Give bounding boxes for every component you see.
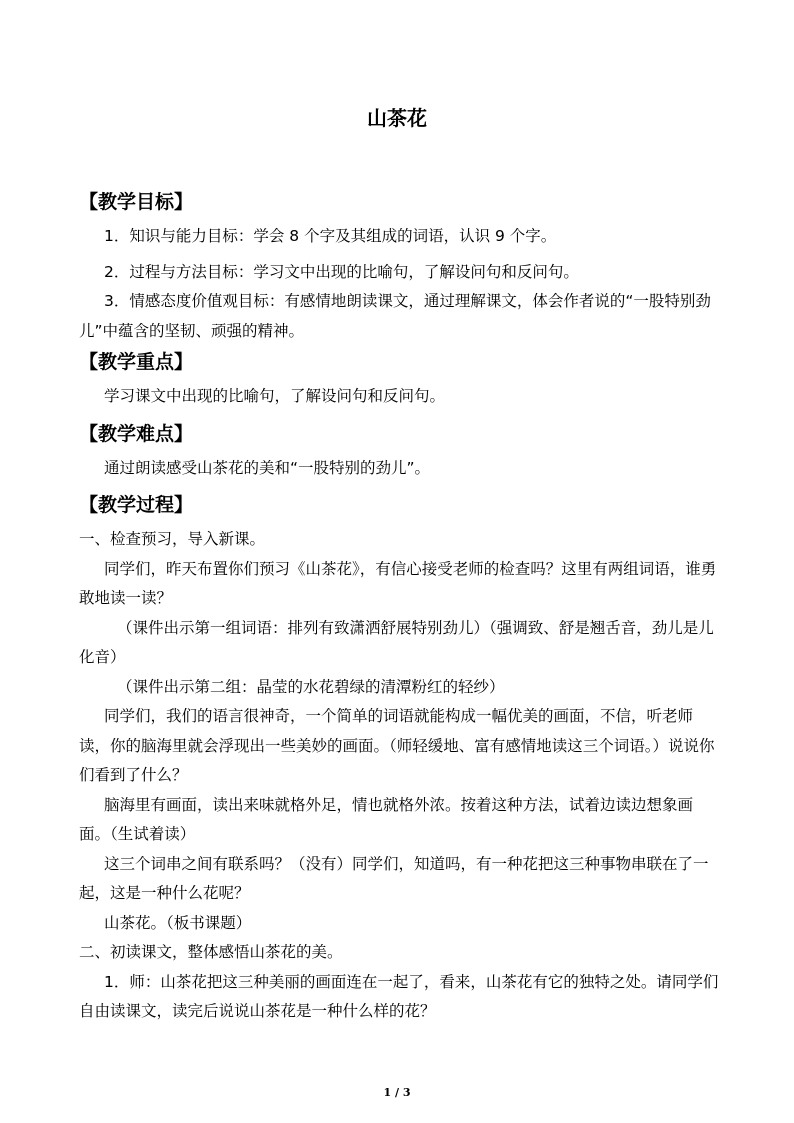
process-paragraph: 这三个词串之间有联系吗？（没有）同学们，知道吗，有一种花把这三种事物串联在了一起，这是一种什么花呢？ <box>79 854 709 902</box>
key-points-heading: 【教学重点】 <box>79 351 194 373</box>
difficulties-text: 通过朗读感受山茶花的美和“一股特别的劲儿”。 <box>104 458 431 477</box>
objective-item-2: 2．过程与方法目标：学习文中出现的比喻句，了解设问句和反问句。 <box>104 262 579 281</box>
process-paragraph: 同学们，昨天布置你们预习《山茶花》，有信心接受老师的检查吗？这里有两组词语，谁勇敢地读一读？ <box>79 559 717 607</box>
page-number: 1 / 3 <box>383 1086 411 1099</box>
key-points-text: 学习课文中出现的比喻句，了解设问句和反问句。 <box>104 387 446 405</box>
objective-item-3: 3．情感态度价值观目标：有感情地朗读课文，通过理解课文，体会作者说的“一股特别劲儿”中蕴含的坚韧、顽强的精神。 <box>79 292 711 340</box>
process-step-1-heading: 一、检查预习，导入新课。 <box>79 530 266 548</box>
document-body <box>79 186 719 1027</box>
process-paragraph: 山茶花。（板书课题） <box>104 913 252 932</box>
page-title: 山茶花 <box>367 106 427 130</box>
difficulties-heading: 【教学难点】 <box>79 422 194 445</box>
process-paragraph: 1．师：山茶花把这三种美丽的画面连在一起了，看来，山茶花有它的独特之处。请同学们自由读课文，读完后说说山茶花是一种什么样的花？ <box>79 972 719 1020</box>
process-step-2-heading: 二、初读课文，整体感悟山茶花的美。 <box>79 943 343 961</box>
process-heading: 【教学过程】 <box>79 494 194 516</box>
objective-item-1: 1．知识与能力目标：学会 8 个字及其组成的词语，认识 9 个字。 <box>104 227 557 245</box>
process-paragraph: 同学们，我们的语言很神奇，一个简单的词语就能构成一幅优美的画面，不信，听老师读，你的脑海里就会浮现出一些美妙的画面。（师轻缓地、富有感情地读这三个词语。）说说你们看到了什么？ <box>79 707 715 784</box>
process-paragraph: （课件出示第二组：晶莹的水花碧绿的清潭粉红的轻纱） <box>117 677 505 696</box>
objectives-heading: 【教学目标】 <box>79 191 194 213</box>
process-paragraph: （课件出示第一组词语：排列有致潇洒舒展特别劲儿）（强调致、舒是翘舌音，劲儿是儿化音） <box>79 618 714 666</box>
process-paragraph: 脑海里有画面，读出来味就格外足，情也就格外浓。按着这种方法，试着边读边想象画面。（生试着读） <box>79 795 694 843</box>
